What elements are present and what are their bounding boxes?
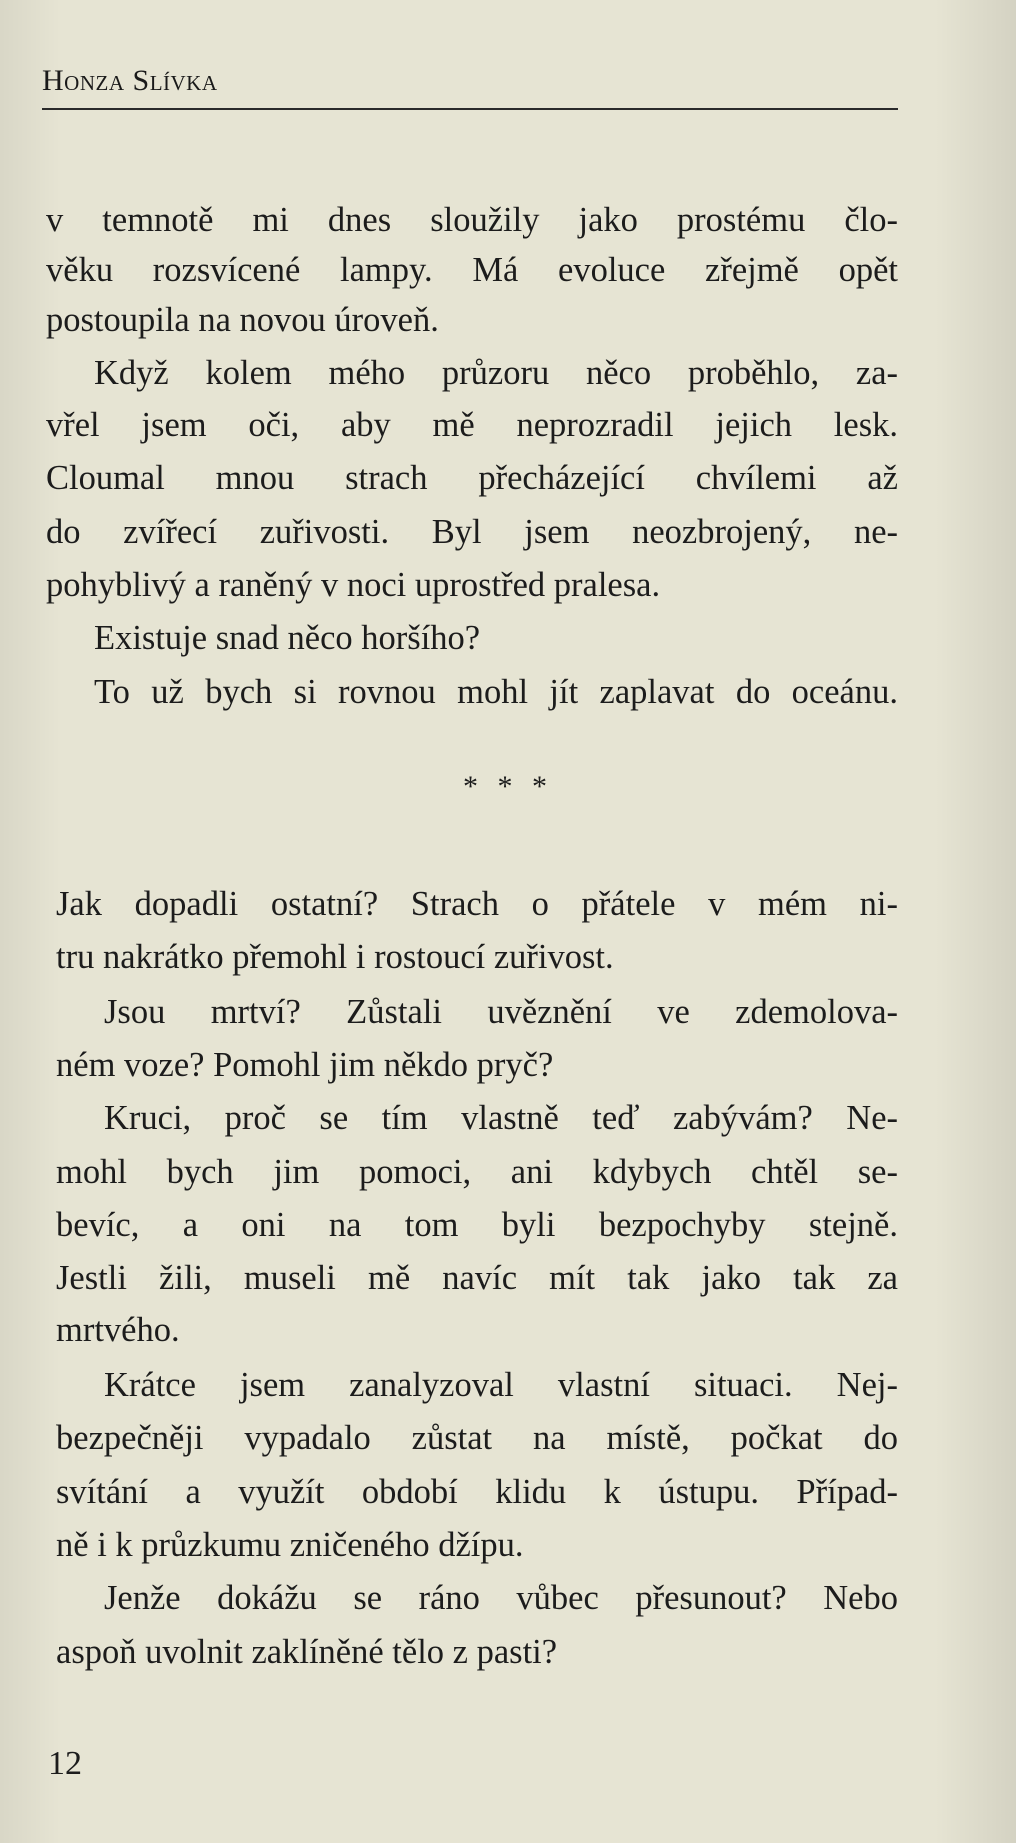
page-number: 12 (48, 1745, 82, 1782)
text-line: ně i k průzkumu zničeného džípu. (56, 1526, 524, 1564)
text-line: mohl bych jim pomoci, ani kdybych chtěl se- (56, 1153, 898, 1191)
text-line: Jsou mrtví? Zůstali uvěznění ve zdemolova- (104, 993, 898, 1031)
text-line: věku rozsvícené lampy. Má evoluce zřejmě opět (46, 251, 898, 289)
text-line: svítání a využít období klidu k ústupu. Případ- (56, 1473, 898, 1511)
text-line: Když kolem mého průzoru něco proběhlo, za- (94, 354, 898, 392)
running-head-author (42, 64, 218, 98)
author-rest-1: onza (64, 64, 125, 97)
text-line: Krátce jsem zanalyzoval vlastní situaci. Nej- (104, 1366, 898, 1404)
text-line: bevíc, a oni na tom byli bezpochyby stejně. (56, 1206, 898, 1244)
text-line: aspoň uvolnit zaklíněné tělo z pasti? (56, 1633, 558, 1671)
text-line: Jak dopadli ostatní? Strach o přátele v mém ni- (56, 885, 898, 923)
text-line: To už bych si rovnou mohl jít zaplavat do oceánu. (94, 673, 898, 711)
text-line: Jenže dokážu se ráno vůbec přesunout? Nebo (104, 1579, 898, 1617)
text-line: do zvířecí zuřivosti. Byl jsem neozbrojený, ne- (46, 513, 898, 551)
text-line: Jestli žili, museli mě navíc mít tak jako tak za (56, 1259, 898, 1297)
header-rule (42, 108, 898, 110)
text-line: Existuje snad něco horšího? (94, 619, 481, 657)
text-line: pohyblivý a raněný v noci uprostřed pralesa. (46, 566, 661, 604)
text-line: mrtvého. (56, 1311, 180, 1349)
text-line: vřel jsem oči, aby mě neprozradil jejich lesk. (46, 406, 898, 444)
author-initial-1: H (42, 64, 65, 97)
text-line: Kruci, proč se tím vlastně teď zabývám? Ne- (104, 1099, 898, 1137)
author-rest-2: lívka (149, 64, 218, 97)
text-line: bezpečněji vypadalo zůstat na místě, počkat do (56, 1419, 898, 1457)
text-line: v temnotě mi dnes sloužily jako prostému člo- (46, 201, 898, 239)
author-initial-2: S (132, 64, 150, 97)
text-line: Cloumal mnou strach přecházející chvílemi až (46, 459, 898, 497)
text-line: ném voze? Pomohl jim někdo pryč? (56, 1046, 554, 1084)
section-separator: * * * (463, 770, 553, 803)
text-line: postoupila na novou úroveň. (46, 301, 439, 339)
text-line: tru nakrátko přemohl i rostoucí zuřivost. (56, 938, 614, 976)
